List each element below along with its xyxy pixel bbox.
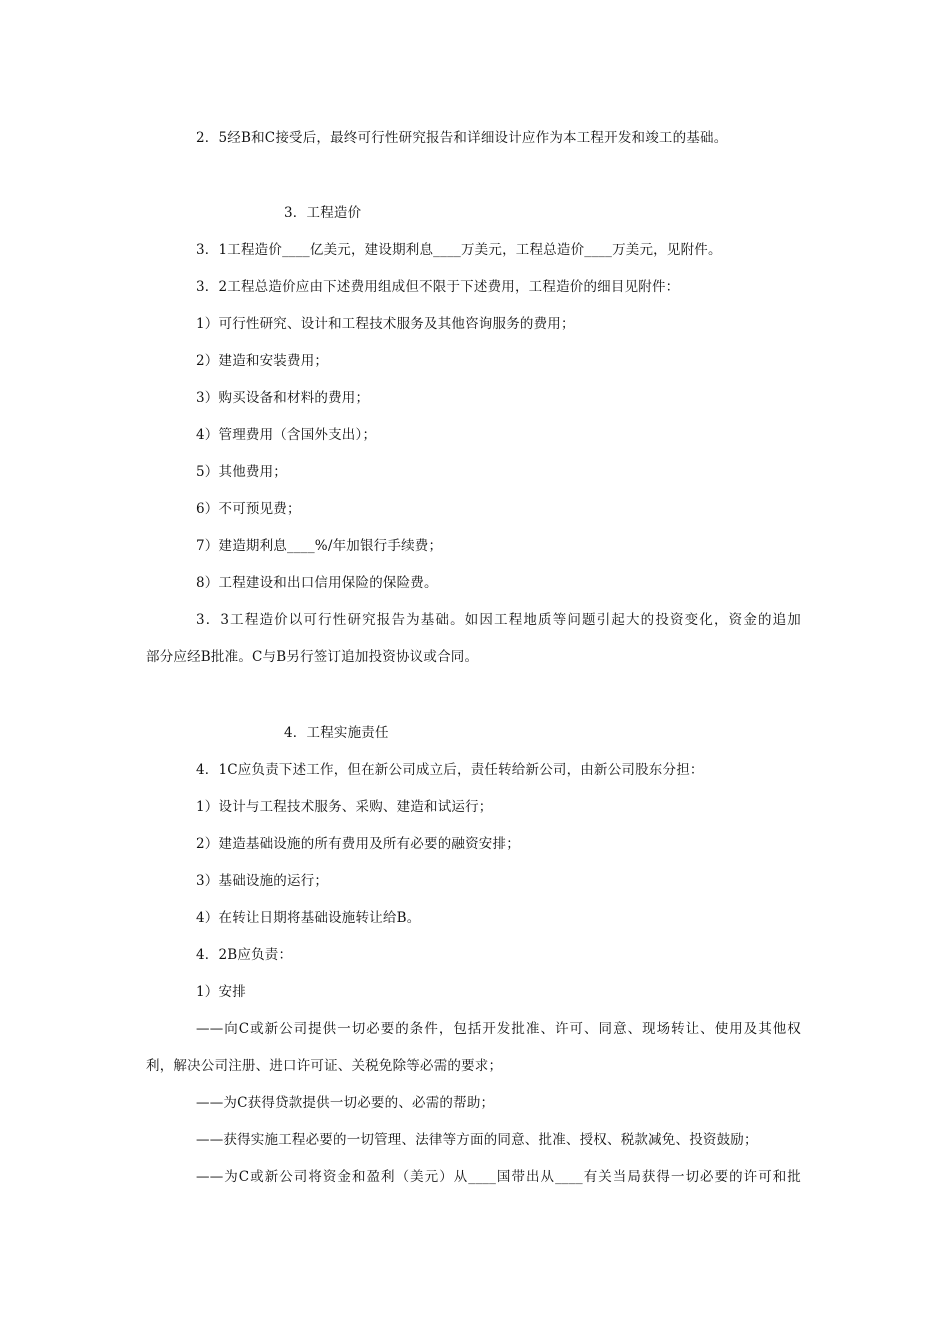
dash-item-1-line-2: 利，解决公司注册、进口许可证、关税免除等必需的要求； bbox=[146, 1058, 503, 1074]
clause-2-5: 2．5经B和C接受后，最终可行性研究报告和详细设计应作为本工程开发和竣工的基础。 bbox=[196, 130, 728, 146]
dash-item-1-line-1: ——向C或新公司提供一切必要的条件，包括开发批准、许可、同意、现场转让、使用及其他权 bbox=[196, 1021, 801, 1037]
list-item-3-2-6: 6）不可预见费； bbox=[196, 501, 301, 517]
list-item-3-2-7: 7）建造期利息____%/年加银行手续费； bbox=[196, 538, 443, 554]
dash-item-4-line-1: ——为C或新公司将资金和盈利（美元）从____国带出从____有关当局获得一切必要的许可和批 bbox=[196, 1169, 801, 1185]
list-item-4-2-1: 1）安排 bbox=[196, 984, 246, 1000]
clause-3-3-line-1: 3．3工程造价以可行性研究报告为基础。如因工程地质等问题引起大的投资变化，资金的追加 bbox=[196, 612, 801, 628]
list-item-4-1-1: 1）设计与工程技术服务、采购、建造和试运行； bbox=[196, 799, 493, 815]
section-heading-3: 3．工程造价 bbox=[284, 205, 362, 221]
list-item-3-2-8: 8）工程建设和出口信用保险的保险费。 bbox=[196, 575, 438, 591]
list-item-3-2-4: 4）管理费用（含国外支出）； bbox=[196, 427, 377, 443]
clause-3-3-line-2: 部分应经B批准。C与B另行签订追加投资协议或合同。 bbox=[146, 649, 479, 665]
list-item-4-1-4: 4）在转让日期将基础设施转让给B。 bbox=[196, 910, 421, 926]
list-item-4-1-3: 3）基础设施的运行； bbox=[196, 873, 329, 889]
section-heading-4: 4．工程实施责任 bbox=[284, 725, 389, 741]
list-item-3-2-3: 3）购买设备和材料的费用； bbox=[196, 390, 370, 406]
dash-item-3: ——获得实施工程必要的一切管理、法律等方面的同意、批准、授权、税款减免、投资鼓励； bbox=[196, 1132, 758, 1148]
list-item-3-2-5: 5）其他费用； bbox=[196, 464, 287, 480]
list-item-3-2-1: 1）可行性研究、设计和工程技术服务及其他咨询服务的费用； bbox=[196, 316, 575, 332]
dash-item-2: ——为C获得贷款提供一切必要的、必需的帮助； bbox=[196, 1095, 495, 1111]
list-item-3-2-2: 2）建造和安装费用； bbox=[196, 353, 329, 369]
clause-3-2: 3．2工程总造价应由下述费用组成但不限于下述费用，工程造价的细目见附件： bbox=[196, 279, 680, 295]
list-item-4-1-2: 2）建造基础设施的所有费用及所有必要的融资安排； bbox=[196, 836, 520, 852]
clause-4-2: 4．2B应负责： bbox=[196, 947, 293, 963]
clause-3-1: 3．1工程造价____亿美元，建设期利息____万美元，工程总造价____万美元，见附件。 bbox=[196, 242, 722, 258]
clause-4-1: 4．1C应负责下述工作，但在新公司成立后，责任转给新公司，由新公司股东分担： bbox=[196, 762, 704, 778]
